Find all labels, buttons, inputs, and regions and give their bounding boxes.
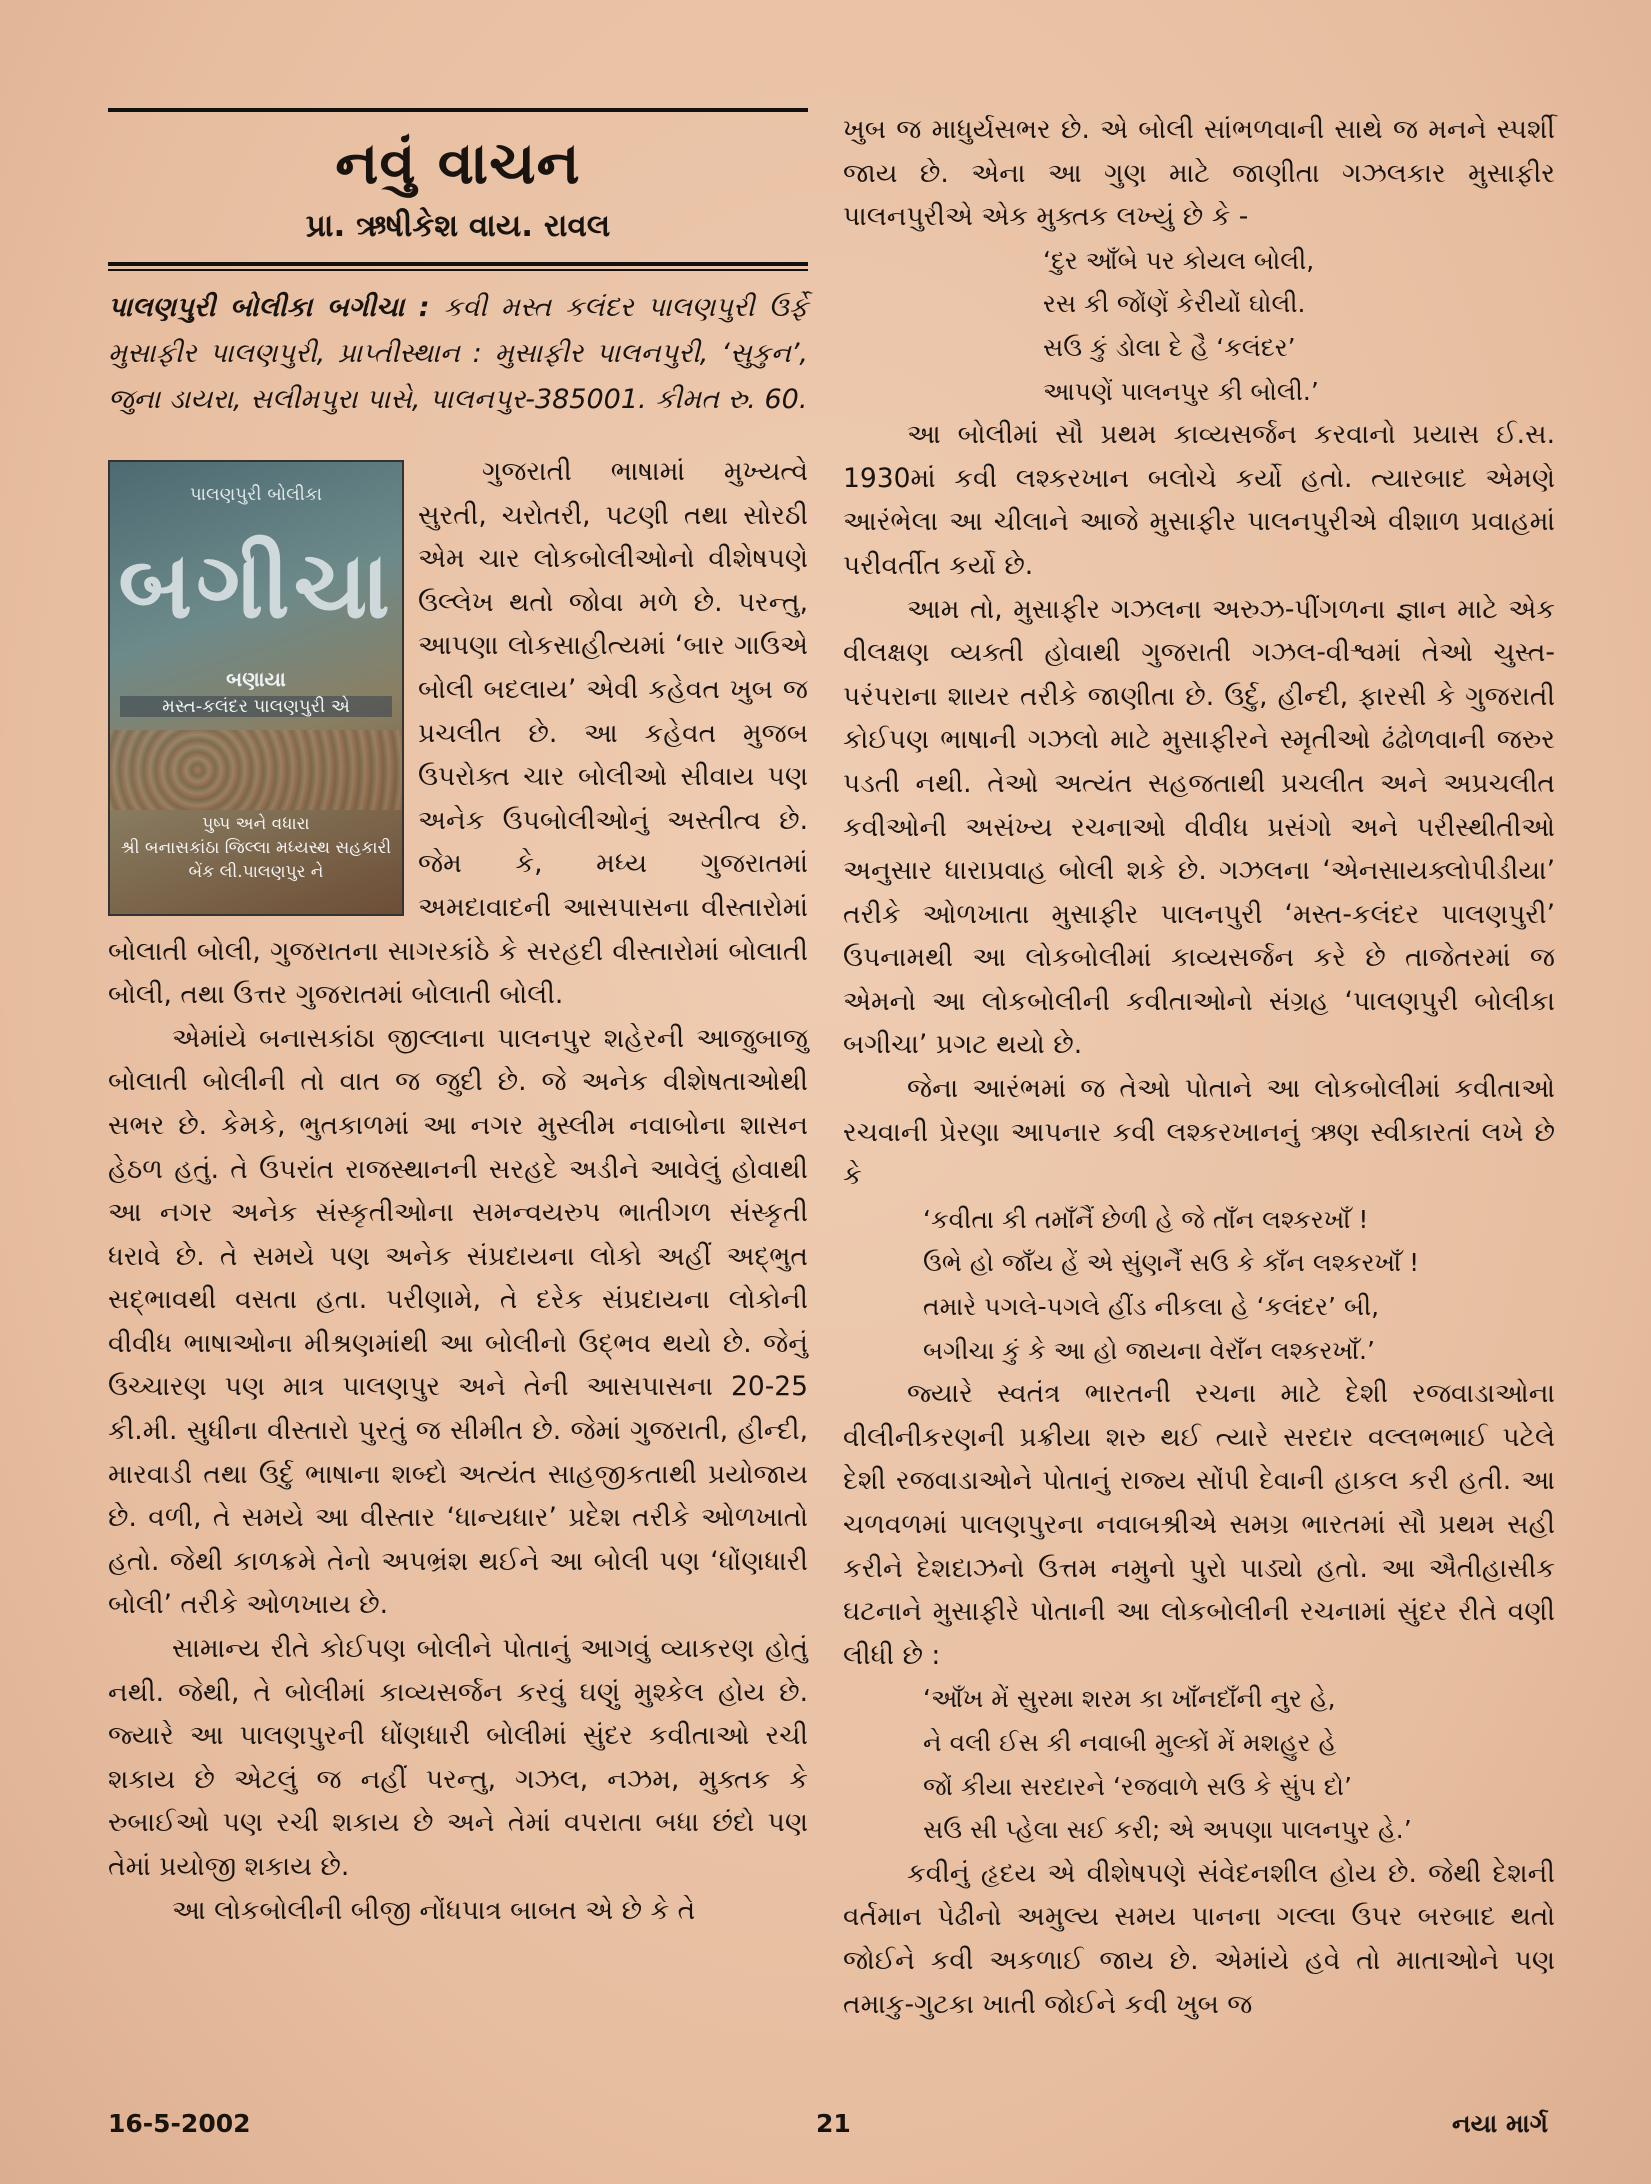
verse-line: સઉ કું ડોલા દે હૈ ‘કલંદર’: [1043, 332, 1296, 362]
column-author: પ્રા. ઋષીકેશ વાય. રાવલ: [305, 208, 611, 244]
book-cover-image: [108, 460, 404, 916]
paragraph: સામાન્ય રીતે કોઈપણ બોલીને પોતાનું આગવું વ્યાકરણ હોતું નથી. જેથી, તે બોલીમાં કાવ્યસર્જન કરવું ઘણું મુશ્કેલ હોય છે. જ્યારે આ પાલણપુરની ધોંણધારી બોલીમાં સુંદર કવીતાઓ રચી શકાય છે એટલું જ નહીં પરન્તુ, ગઝલ, નઝમ, મુક્તક કે રુબાઈઓ પણ રચી શકાય છે અને તેમાં વપરાતા બધા છંદો પણ તેમાં પ્રયોજી શકાય છે.: [108, 1633, 808, 1882]
verse-block: [843, 239, 1555, 413]
paragraph: આમ તો, મુસાફીર ગઝલના અરુઝ-પીંગળના જ્ઞાન માટે એક વીલક્ષણ વ્યક્તી હોવાથી ગુજરાતી ગઝલ-વીશ્વમાં તેઓ ચુસ્ત-પરંપરાના શાયર તરીકે જાણીતા છે. ઉર્દુ, હીન્દી, ફારસી કે ગુજરાતી કોઈપણ ભાષાની ગઝલો માટે મુસાફીરને સ્મૃતીઓ ઢંઢોળવાની જરુર પડતી નથી. તેઓ અત્યંત સહજતાથી પ્રચલીત અને અપ્રચલીત કવીઓની અસંખ્ય રચનાઓ વીવીધ પ્રસંગો અને પરીસ્થીતીઓ અનુસાર ધારાપ્રવાહ બોલી શકે છે. ગઝલના ‘એનસાયક્લોપીડીયા’ તરીકે ઓળખાતા મુસાફીર પાલનપુરી ‘મસ્ત-કલંદર પાલણપુરી’ ઉપનામથી આ લોકબોલીમાં કાવ્યસર્જન કરે છે તાજેતરમાં જ એમનો આ લોકબોલીની કવીતાઓનો સંગ્રહ ‘પાલણપુરી બોલીકા બગીચા’ પ્રગટ થયો છે.: [843, 593, 1555, 1061]
verse-line: ‘કવીતા કી તમાઁનૈં છેળી હે જે તાઁન લશ્કરખાઁ !: [923, 1204, 1369, 1234]
verse-line: ‘આઁખ મેં સુરમા શરમ કા ખાઁનદાઁની નુર હે,: [923, 1684, 1336, 1714]
cover-bottom-line: બેંક લી.પાલણપુર ને: [188, 862, 324, 882]
cover-flowers-art: [110, 730, 402, 810]
verse-block: [843, 1677, 1555, 1851]
cover-publisher: [118, 812, 394, 884]
column-title: નવું વાચન: [335, 129, 581, 197]
page-number: 21: [816, 2109, 851, 2138]
paragraph: ખુબ જ માધુર્યસભર છે. એ બોલી સાંભળવાની સાથે જ મનને સ્પર્શી જાય છે. એના આ ગુણ માટે જાણીતા ગઝલકાર મુસાફીર પાલનપુરીએ એક મુક્તક લખ્યું છે કે -: [843, 114, 1555, 233]
cover-bottom-line: શ્રી બનાસકાંઠા જિલ્લા મધ્યસ્થ સહકારી: [120, 838, 392, 858]
cover-subtitle: બણાયા: [226, 667, 286, 691]
left-column: [108, 108, 808, 1932]
paragraph: આ બોલીમાં સૌ પ્રથમ કાવ્યસર્જન કરવાનો પ્રયાસ ઈ.સ. 1930માં કવી લશ્કરખાન બલોચે કર્યો હતો. ત્યારબાદ એમણે આરંભેલા આ ચીલાને આજે મુસાફીર પાલનપુરીએ વીશાળ પ્રવાહમાં પરીવર્તીત કર્યો છે.: [843, 419, 1555, 581]
right-column: [843, 108, 1555, 2026]
paragraph: જેના આરંભમાં જ તેઓ પોતાને આ લોકબોલીમાં કવીતાઓ રચવાની પ્રેરણા આપનાર કવી લશ્કરખાનનું ઋણ સ્વીકારતાં લખે છે કે: [843, 1073, 1555, 1192]
paragraph: આ લોકબોલીની બીજી નોંધપાત્ર બાબત એ છે કે તે: [172, 1894, 696, 1926]
verse-line: ‘દુર આઁબે પર કોયલ બોલી,: [1043, 245, 1315, 275]
book-info: [108, 285, 808, 423]
page-footer: [108, 2109, 1548, 2149]
paragraph: કવીનું હૃદય એ વીશેષપણે સંવેદનશીલ હોય છે. જેથી દેશની વર્તમાન પેઢીનો અમુલ્ય સમય પાનના ગલ્લા ઉપર બરબાદ થતો જોઈને કવી અકળાઈ જાય છે. એમાંયે હવે તો માતાઓને પણ તમાકુ-ગુટકા ખાતી જોઈને કવી ખુબ જ: [843, 1857, 1555, 2020]
magazine-name: નયા માર્ગ: [1452, 2109, 1548, 2138]
cover-top-text: પાલણપુરી બોલીકા: [189, 484, 323, 505]
book-title: પાલણપુરી બોલીકા બગીચા :: [108, 292, 430, 323]
verse-line: બગીચા કું કે આ હો જાયના વેરાઁન લશ્કરખાઁ.’: [923, 1335, 1375, 1365]
verse-line: આપણેં પાલનપુર કી બોલી.’: [1043, 376, 1319, 406]
footer-date: 16-5-2002: [108, 2109, 251, 2138]
cover-title: બગીચા: [118, 532, 394, 639]
verse-line: સઉ સી પ્હેલા સઈ કરી; એ અપણા પાલનપુર હે.’: [923, 1815, 1412, 1845]
book-details: કવી મસ્ત કલંદર પાલણપુરી ઉર્ફે મુસાફીર પાલણપુરી, પ્રાપ્તીસ્થાન : મુસાફીર પાલનપુરી, ‘સુકુન’, જુના ડાયરા, સલીમપુરા પાસે, પાલનપુર-385001. કીમત રુ. 60.: [108, 292, 808, 415]
cover-poet: મસ્ત-કલંદર પાલણપુરી એ: [120, 696, 392, 717]
header-top-rule: [108, 108, 808, 112]
verse-line: ઉભે હો જાઁય હેં એ સુંણનૈં સઉ કે કાઁન લશ્કરખાઁ !: [923, 1248, 1420, 1278]
verse-line: ને વલી ઈસ કી નવાબી મુલ્કોં મેં મશહુર હે: [923, 1727, 1337, 1757]
paragraph: જ્યારે સ્વતંત્ર ભારતની રચના માટે દેશી રજવાડાઓના વીલીનીકરણની પ્રક્રીયા શરુ થઈ ત્યારે સરદાર વલ્લભભાઈ પટેલે દેશી રજવાડાઓને પોતાનું રાજ્ય સોંપી દેવાની હાકલ કરી હતી. આ ચળવળમાં પાલણપુરના નવાબશ્રીએ સમગ્ર ભારતમાં સૌ પ્રથમ સહી કરીને દેશદાઝનો ઉત્તમ નમુનો પુરો પાડ્યો હતો. આ ઐતીહાસીક ઘટનાને મુસાફીરે પોતાની આ લોકબોલીની રચનામાં સુંદર રીતે વણી લીધી છે :: [843, 1378, 1555, 1671]
paragraph: ગુજરાતી ભાષામાં મુખ્યત્વે સુરતી, ચરોતરી, પટણી તથા સોરઠી એમ ચાર લોકબોલીઓનો વીશેષપણે ઉલ્લેખ થતો જોવા મળે છે. પરન્તુ, આપણા લોકસાહીત્યમાં ‘બાર ગાઉએ બોલી બદલાય’ એવી કહેવત ખુબ જ પ્રચલીત છે. આ કહેવત મુજબ ઉપરોક્ત ચાર બોલીઓ સીવાય પણ અનેક ઉપબોલીઓનું અસ્તીત્વ છે. જેમ કે, મધ્ય ગુજરાતમાં અમદાવાદની આસપાસના વીસ્તારોમાં બોલાતી બોલી, ગુજરાતના સાગરકાંઠે કે સરહદી વીસ્તારોમાં બોલાતી બોલી, તથા ઉત્તર ગુજરાતમાં બોલાતી બોલી.: [108, 456, 808, 1011]
header-bottom-rule-thin: [108, 269, 808, 271]
intro-with-cover: [108, 450, 808, 1017]
paragraph: એમાંયે બનાસકાંઠા જીલ્લાના પાલનપુર શહેરની આજુબાજુ બોલાતી બોલીની તો વાત જ જુદી છે. જે અનેક વીશેષતાઓથી સભર છે. કેમકે, ભુતકાળમાં આ નગર મુસ્લીમ નવાબોના શાસન હેઠળ હતું. તે ઉપરાંત રાજસ્થાનની સરહદે અડીને આવેલું હોવાથી આ નગર અનેક સંસ્કૃતીઓના સમન્વયરુપ ભાતીગળ સંસ્કૃતી ધરાવે છે. તે સમયે પણ અનેક સંપ્રદાયના લોકો અહીં અદ્ભુત સદ્ભાવથી વસતા હતા. પરીણામે, તે દરેક સંપ્રદાયના લોકોની વીવીધ ભાષાઓના મીશ્રણમાંથી આ બોલીનો ઉદ્ભવ થયો છે. જેનું ઉચ્ચારણ પણ માત્ર પાલણપુર અને તેની આસપાસના 20-25 કી.મી. સુધીના વીસ્તારો પુરતું જ સીમીત છે. જેમાં ગુજરાતી, હીન્દી, મારવાડી તથા ઉર્દુ ભાષાના શબ્દો અત્યંત સાહજીકતાથી પ્રયોજાય છે. વળી, તે સમયે આ વીસ્તાર ‘ધાન્યધાર’ પ્રદેશ તરીકે ઓળખાતો હતો. જેથી કાળક્રમે તેનો અપભ્રંશ થઈને આ બોલી પણ ‘ધોંણધારી બોલી’ તરીકે ઓળખાય છે.: [108, 1022, 808, 1621]
cover-bottom-line: પુષ્પ અને વધારા: [202, 814, 310, 834]
verse-line: તમારે પગલે-પગલે હીંડ નીકલા હે ‘કલંદર’ બી,: [923, 1292, 1380, 1322]
verse-line: રસ કી જોંણેં કેરીયોં ઘોલી.: [1043, 289, 1306, 319]
verse-block: [843, 1198, 1555, 1372]
verse-line: જોં કીયા સરદારને ‘રજવાળે સઉ કે સુંપ દો’: [923, 1771, 1352, 1801]
